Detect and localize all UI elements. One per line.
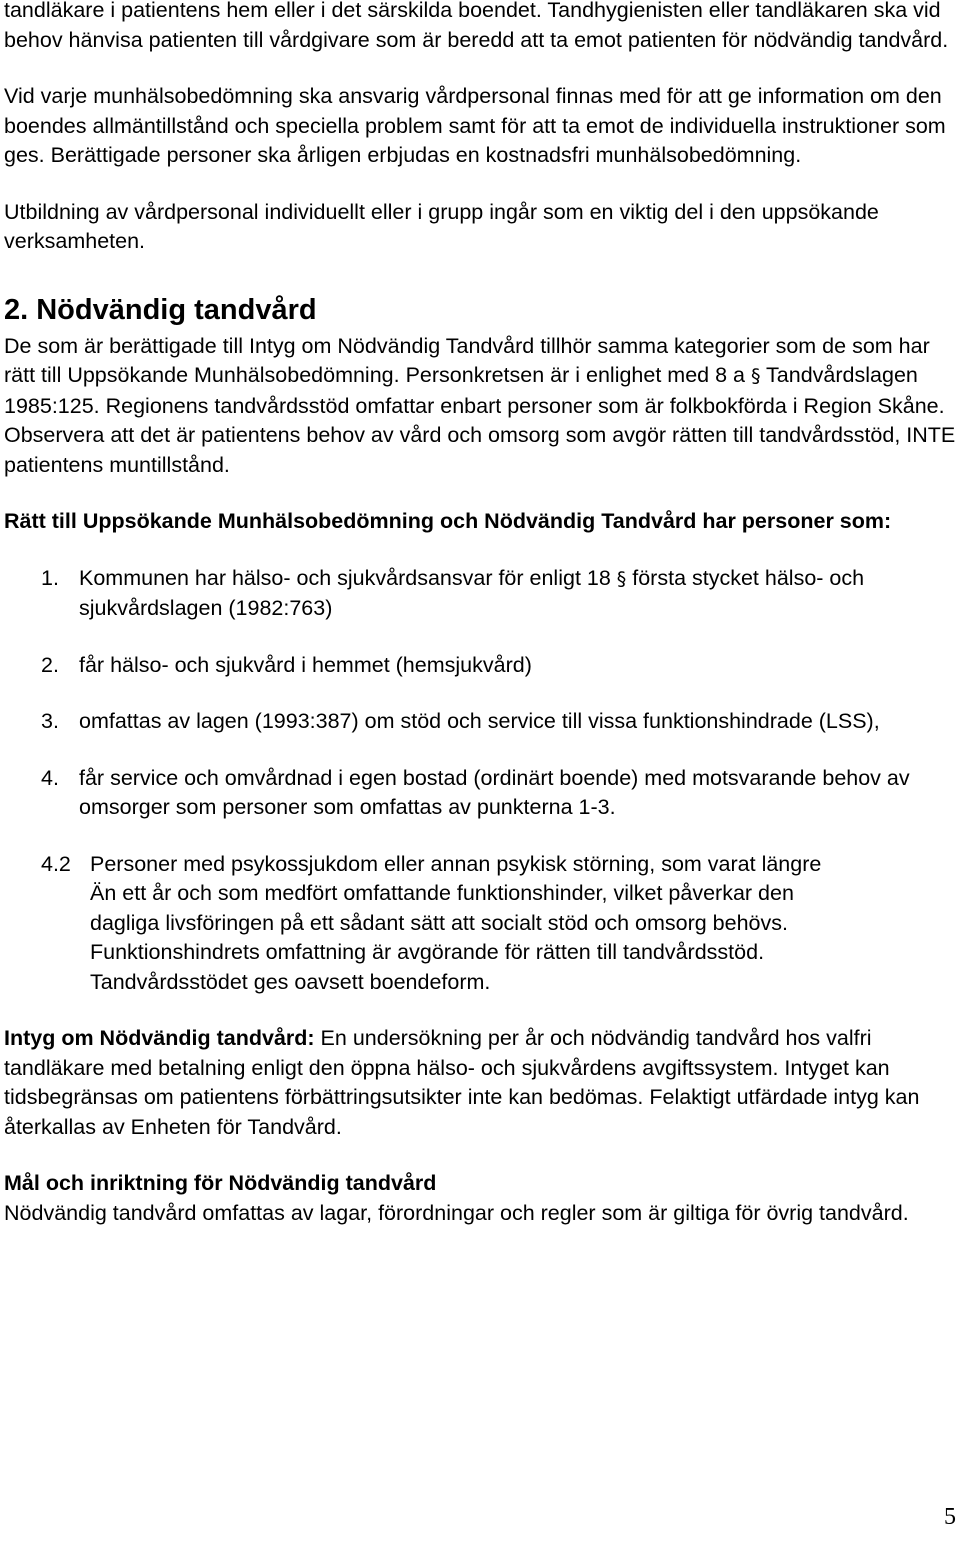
sub-item-line: dagliga livsföringen på ett sådant sätt att socialt stöd och omsorg behövs. — [90, 910, 788, 935]
section-paragraph-1-part-b: Tandvårdslagen 1985:125. Regionens tandvårdsstöd omfattar enbart personer som är folkbokförda i Region Skåne. — [4, 363, 945, 418]
list-item-number: 4. — [41, 765, 59, 790]
mal-heading: Mål och inriktning för Nödvändig tandvård — [4, 1171, 437, 1195]
mal-paragraph: Nödvändig tandvård omfattas av lagar, förordningar och regler som är giltiga för övrig tandvård. — [4, 1200, 909, 1225]
list-item-number: 3. — [41, 709, 59, 733]
intro-paragraph-2-part-b: Berättigade personer ska årligen erbjudas en kostnadsfri munhälsobedömning. — [50, 143, 802, 167]
list-item-number: 1. — [41, 565, 59, 590]
list-item-text: omfattas av lagen (1993:387) om stöd och service till vissa funktionshindrade (LSS), — [79, 709, 880, 733]
document-page — [4, 0, 956, 1228]
intro-paragraph-3: Utbildning av vårdpersonal individuellt eller i grupp ingår som en viktig del i den uppsökande verksamheten. — [4, 199, 879, 253]
intyg-text: En undersökning per år och nödvändig tandvård hos valfri tandläkare med betalning enligt den öppna hälso- och sjukvårdens avgiftssystem. Intyget kan tidsbegränsas om patientens förbättringsutsikter inte kan bedömas. Felaktigt utfärdade intyg kan återkallas av Enheten för Tandvård. — [4, 1026, 920, 1139]
list-item — [4, 764, 956, 823]
intyg-paragraph — [4, 1024, 956, 1142]
list-item-text: får hälso- och sjukvård i hemmet (hemsjukvård) — [79, 652, 532, 677]
criteria-list — [4, 564, 956, 823]
sub-item-line: Personer med psykossjukdom eller annan psykisk störning, som varat längre — [90, 851, 822, 876]
sub-item-number: 4.2 — [41, 851, 71, 876]
list-item-text: får service och omvårdnad i egen bostad (ordinärt boende) med motsvarande behov av omsorger som personer som omfattas av punkterna 1-3. — [79, 765, 910, 819]
sub-item-line: Tandvårdsstödet ges oavsett boendeform. — [90, 969, 491, 994]
intro-paragraph-1: tandläkare i patientens hem eller i det särskilda boendet. Tandhygienisten eller tandläkaren ska vid behov hänvisa patienten till vårdgivare som är beredd att ta emot patienten för nödvändig tandvård. — [4, 0, 949, 52]
section-heading: 2. Nödvändig tandvård — [4, 293, 317, 326]
list-item — [4, 564, 956, 624]
sub-item-line: Funktionshindrets omfattning är avgörande för rätten till tandvårdsstöd. — [90, 940, 765, 964]
intro-paragraph-2-part-a: Vid varje munhälsobedömning ska ansvarig vårdpersonal finnas med för att ge information om den boendes allmäntillstånd och speciella problem samt för att ta emot de individuella instruktioner som ges. — [4, 84, 946, 167]
paragraph-sign: § — [616, 567, 627, 590]
page-number: 5 — [944, 1504, 956, 1530]
list-item-text: första stycket hälso- och sjukvårdslagen (1982:763) — [79, 565, 865, 620]
list-heading: Rätt till Uppsökande Munhälsobedömning och Nödvändig Tandvård har personer som: — [4, 509, 892, 533]
intyg-label: Intyg om Nödvändig tandvård: — [4, 1026, 315, 1050]
paragraph-sign: § — [750, 365, 761, 387]
list-item-number: 2. — [41, 652, 59, 677]
sub-item-4-2 — [4, 850, 956, 998]
sub-item-line: Än ett år och som medfört omfattande funktionshinder, vilket påverkar den — [90, 881, 794, 905]
section-paragraph-1 — [4, 332, 956, 422]
list-item — [4, 651, 956, 681]
list-item — [4, 707, 956, 737]
section-paragraph-1-part-a: De som är berättigade till Intyg om Nödvändig Tandvård tillhör samma kategorier som de som har rätt till Uppsökande Munhälsobedömning. Personkretsen är i enlighet med 8 a — [4, 333, 930, 387]
section-paragraph-2: Observera att det är patientens behov av vård och omsorg som avgör rätten till tandvårdsstöd, INTE patientens muntillstånd. — [4, 423, 956, 477]
intro-paragraph-2 — [4, 82, 956, 171]
list-item-text: Kommunen har hälso- och sjukvårdsansvar för enligt 18 — [79, 565, 617, 590]
